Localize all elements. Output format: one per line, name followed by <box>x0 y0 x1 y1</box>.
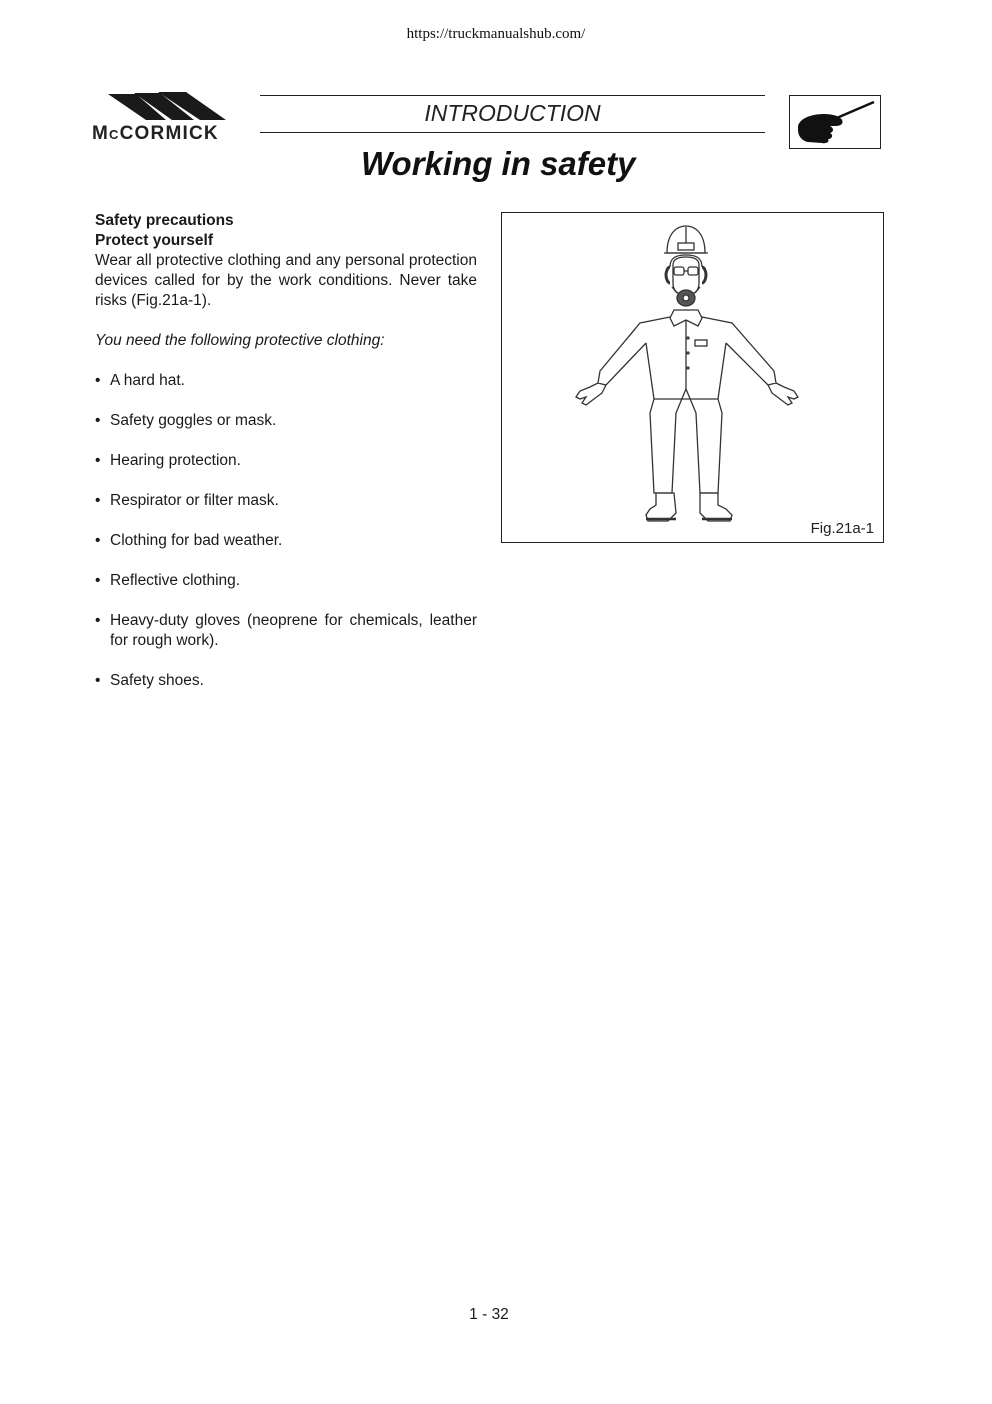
list-item-text: Hearing protection. <box>110 452 241 469</box>
list-item <box>95 451 477 471</box>
list-item <box>95 611 477 651</box>
logo-stripes-icon <box>108 92 228 122</box>
list-item-text: Respirator or filter mask. <box>110 492 279 509</box>
hard-hat-icon <box>664 226 708 253</box>
list-item-text: Reflective clothing. <box>110 572 241 589</box>
bullet: • <box>95 612 101 629</box>
coverall-icon <box>598 310 776 493</box>
heading-protect-yourself: Protect yourself <box>95 232 214 249</box>
respirator-icon <box>672 287 700 306</box>
list-item-text: A hard hat. <box>110 372 185 389</box>
section-icon-box <box>789 95 881 149</box>
bullet: • <box>95 672 101 689</box>
protective-clothing-figure <box>502 213 882 541</box>
main-content <box>95 211 477 711</box>
goggles-and-ear-protection-icon <box>666 255 706 295</box>
list-item <box>95 371 477 391</box>
heading-safety-precautions: Safety precautions <box>95 212 234 229</box>
source-url[interactable]: https://truckmanualshub.com/ <box>406 26 586 42</box>
bullet: • <box>95 372 101 389</box>
bullet: • <box>95 572 101 589</box>
bullet: • <box>95 452 101 469</box>
list-item-text: Safety shoes. <box>110 672 204 689</box>
safety-shoes-icon <box>646 493 732 521</box>
figure-caption: Fig.21a-1 <box>810 520 874 537</box>
logo-wordmark: MCCORMICK <box>92 123 219 144</box>
gloved-hand-with-tool-icon <box>790 96 879 147</box>
list-item <box>95 491 477 511</box>
list-item-text: Clothing for bad weather. <box>110 532 283 549</box>
bullet: • <box>95 412 101 429</box>
list-intro: You need the following protective clothing: <box>95 332 385 349</box>
bullet: • <box>95 532 101 549</box>
protective-clothing-list <box>95 371 477 691</box>
bullet: • <box>95 492 101 509</box>
body-paragraph: Wear all protective clothing and any personal protection devices called for by the work conditions. Never take risks (Fig.21a-1). <box>95 252 477 309</box>
list-item <box>95 671 477 691</box>
header-rule-top <box>260 95 765 96</box>
section-title: INTRODUCTION <box>424 100 601 126</box>
page-title: Working in safety <box>361 145 636 182</box>
list-item <box>95 411 477 431</box>
figure-21a-1 <box>501 212 884 543</box>
list-item <box>95 531 477 551</box>
list-item-text: Safety goggles or mask. <box>110 412 277 429</box>
list-item <box>95 571 477 591</box>
list-item-text: Heavy-duty gloves (neoprene for chemicals, leather for rough work). <box>110 612 477 649</box>
header-rule-bottom <box>260 132 765 133</box>
page-number: 1 - 32 <box>469 1306 509 1323</box>
gloves-icon <box>576 383 798 405</box>
mccormick-logo <box>92 92 257 148</box>
